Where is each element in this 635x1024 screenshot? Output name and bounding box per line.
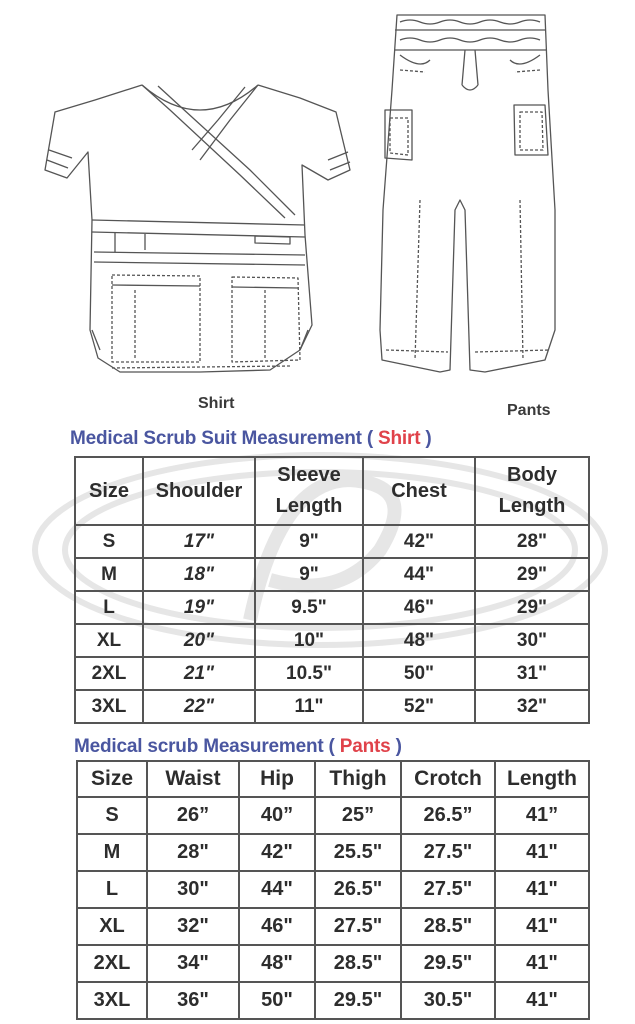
table-cell: 28.5" (401, 908, 495, 945)
table-cell: 41” (495, 797, 589, 834)
table-row (77, 834, 589, 871)
table-cell: 10" (255, 624, 363, 657)
size-cell: 2XL (75, 657, 143, 690)
table-cell: 41" (495, 834, 589, 871)
shirt-table-title (70, 428, 432, 450)
table-cell: 10.5" (255, 657, 363, 690)
table-cell: 9" (255, 558, 363, 591)
shirt-title-suffix: ) (425, 428, 432, 449)
table-cell: 41" (495, 908, 589, 945)
table-cell: 21" (143, 657, 255, 690)
table-cell: 26” (147, 797, 239, 834)
size-cell: XL (75, 624, 143, 657)
table-row (77, 945, 589, 982)
header-cell: Sleeve Length (255, 457, 363, 525)
table-row (75, 690, 589, 723)
size-cell: 3XL (77, 982, 147, 1019)
size-cell: M (77, 834, 147, 871)
shirt-caption: Shirt (198, 395, 235, 412)
table-row (77, 908, 589, 945)
table-cell: 30.5" (401, 982, 495, 1019)
table-cell: 27.5" (401, 834, 495, 871)
pants-caption: Pants (507, 402, 551, 419)
table-cell: 36" (147, 982, 239, 1019)
scrub-illustration (0, 0, 635, 395)
table-row (75, 525, 589, 558)
table-row (75, 624, 589, 657)
pants-drawing (380, 15, 555, 372)
table-cell: 17" (143, 525, 255, 558)
table-row (77, 871, 589, 908)
table-header-row (75, 457, 589, 525)
table-cell: 50" (239, 982, 315, 1019)
size-cell: XL (77, 908, 147, 945)
table-cell: 27.5" (315, 908, 401, 945)
table-row (75, 591, 589, 624)
table-cell: 44" (239, 871, 315, 908)
table-cell: 18" (143, 558, 255, 591)
header-cell: Thigh (315, 761, 401, 797)
size-cell: L (75, 591, 143, 624)
pants-title-prefix: Medical scrub Measurement ( (74, 736, 335, 757)
size-cell: S (77, 797, 147, 834)
table-cell: 26.5" (315, 871, 401, 908)
table-cell: 25.5" (315, 834, 401, 871)
table-cell: 31" (475, 657, 589, 690)
table-cell: 40” (239, 797, 315, 834)
table-cell: 46" (363, 591, 475, 624)
header-cell: Chest (363, 457, 475, 525)
table-cell: 25” (315, 797, 401, 834)
table-cell: 32" (475, 690, 589, 723)
size-cell: L (77, 871, 147, 908)
table-cell: 30" (475, 624, 589, 657)
table-cell: 52" (363, 690, 475, 723)
table-cell: 42" (239, 834, 315, 871)
table-cell: 29.5" (315, 982, 401, 1019)
table-cell: 48" (239, 945, 315, 982)
shirt-drawing (45, 85, 350, 372)
header-cell: Size (77, 761, 147, 797)
table-row (75, 657, 589, 690)
table-cell: 9.5" (255, 591, 363, 624)
table-cell: 29" (475, 558, 589, 591)
table-row (77, 797, 589, 834)
pants-title-suffix: ) (395, 736, 402, 757)
table-row (75, 558, 589, 591)
table-cell: 44" (363, 558, 475, 591)
table-cell: 19" (143, 591, 255, 624)
header-cell: Waist (147, 761, 239, 797)
shirt-title-prefix: Medical Scrub Suit Measurement ( (70, 428, 373, 449)
table-cell: 42" (363, 525, 475, 558)
pants-size-table (76, 760, 590, 1020)
table-cell: 26.5” (401, 797, 495, 834)
table-cell: 34" (147, 945, 239, 982)
table-cell: 41" (495, 871, 589, 908)
table-cell: 30" (147, 871, 239, 908)
header-cell: Body Length (475, 457, 589, 525)
table-cell: 28.5" (315, 945, 401, 982)
table-cell: 41" (495, 945, 589, 982)
table-cell: 32" (147, 908, 239, 945)
table-cell: 29.5" (401, 945, 495, 982)
pants-title-highlight: Pants (339, 736, 391, 757)
size-cell: S (75, 525, 143, 558)
header-cell: Size (75, 457, 143, 525)
size-cell: 2XL (77, 945, 147, 982)
table-cell: 28" (147, 834, 239, 871)
header-cell: Hip (239, 761, 315, 797)
header-cell: Shoulder (143, 457, 255, 525)
table-cell: 27.5" (401, 871, 495, 908)
table-cell: 11" (255, 690, 363, 723)
header-cell: Length (495, 761, 589, 797)
table-cell: 46" (239, 908, 315, 945)
table-cell: 29" (475, 591, 589, 624)
shirt-title-highlight: Shirt (378, 428, 421, 449)
shirt-size-table (74, 456, 590, 724)
table-cell: 50" (363, 657, 475, 690)
pants-table-title (74, 736, 402, 758)
size-cell: 3XL (75, 690, 143, 723)
table-cell: 28" (475, 525, 589, 558)
table-cell: 48" (363, 624, 475, 657)
table-row (77, 982, 589, 1019)
table-cell: 22" (143, 690, 255, 723)
size-cell: M (75, 558, 143, 591)
table-header-row (77, 761, 589, 797)
table-cell: 20" (143, 624, 255, 657)
table-cell: 41" (495, 982, 589, 1019)
header-cell: Crotch (401, 761, 495, 797)
table-cell: 9" (255, 525, 363, 558)
